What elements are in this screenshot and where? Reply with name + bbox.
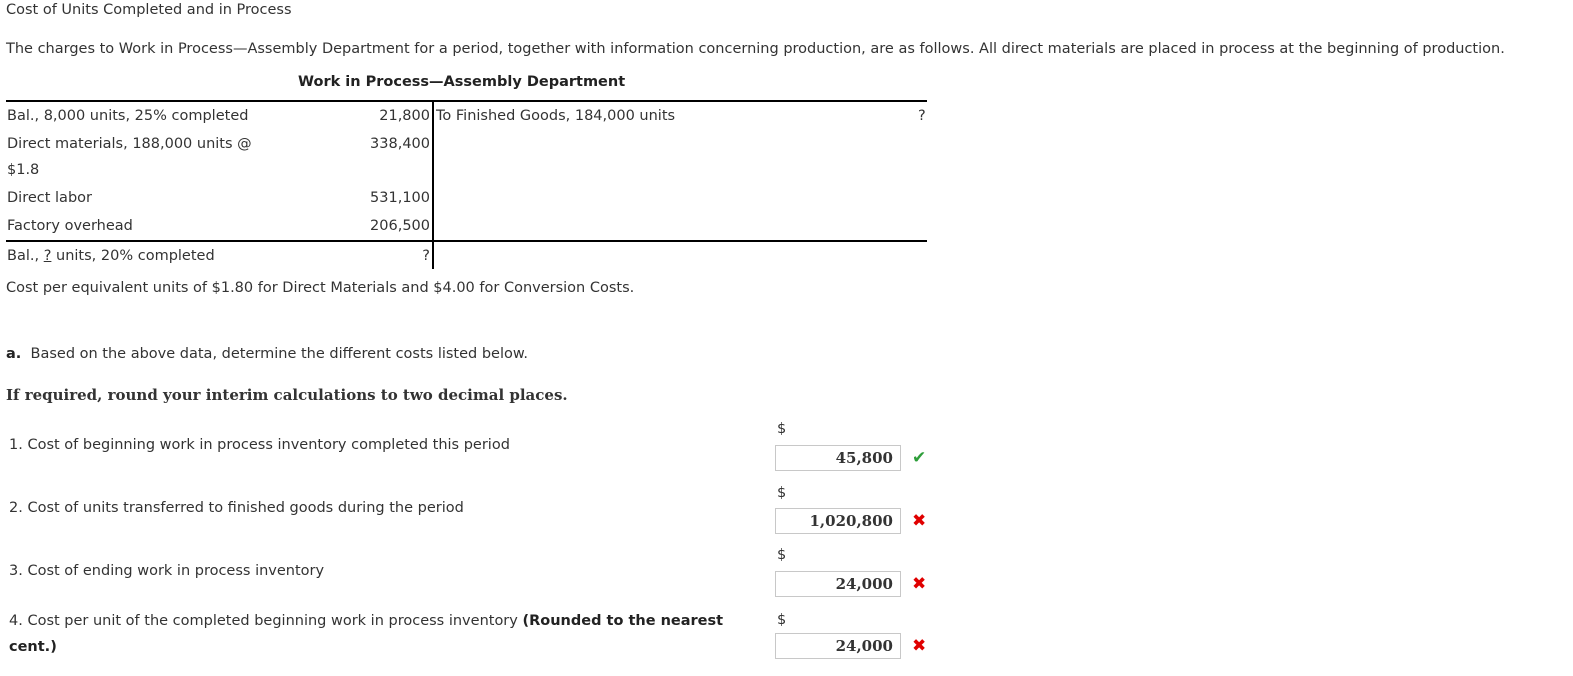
debit-beginning-balance-label: Bal., 8,000 units, 25% completed xyxy=(7,108,249,124)
part-a-letter: a. xyxy=(6,346,22,362)
debit-direct-labor-amount: 531,100 xyxy=(370,190,430,206)
rounding-note: If required, round your interim calculations to two decimal places. xyxy=(6,386,568,404)
question-2-label: 2. Cost of units transferred to finished goods during the period xyxy=(9,500,464,516)
question-1-currency: $ xyxy=(777,421,787,437)
page-title: Cost of Units Completed and in Process xyxy=(6,2,292,18)
question-3-label: 3. Cost of ending work in process inventory xyxy=(9,563,325,579)
debit-direct-labor-label: Direct labor xyxy=(7,190,92,206)
cross-icon: ✖ xyxy=(912,636,927,656)
part-a-text: Based on the above data, determine the different costs listed below. xyxy=(30,346,529,362)
debit-direct-materials-rate: $1.8 xyxy=(7,162,40,178)
debit-factory-overhead-amount: 206,500 xyxy=(370,218,430,234)
question-3-answer-input[interactable]: 24,000 xyxy=(775,571,901,597)
debit-factory-overhead-label: Factory overhead xyxy=(7,218,133,234)
question-4-label xyxy=(9,608,759,660)
cross-icon: ✖ xyxy=(912,511,927,531)
question-4-label-text: 4. Cost per unit of the completed beginning work in process inventory xyxy=(9,613,523,629)
question-2-currency: $ xyxy=(777,485,787,501)
question-3-currency: $ xyxy=(777,547,787,563)
cross-icon: ✖ xyxy=(912,574,927,594)
debit-direct-materials-amount: 338,400 xyxy=(370,136,430,152)
ending-balance-label xyxy=(7,248,215,264)
ending-balance-units: ? xyxy=(43,248,52,264)
question-2-answer-input[interactable]: 1,020,800 xyxy=(775,508,901,534)
question-4-answer-input[interactable]: 24,000 xyxy=(775,633,901,659)
question-1-label: 1. Cost of beginning work in process inventory completed this period xyxy=(9,437,510,453)
part-a-instruction xyxy=(6,346,528,362)
t-account-heading: Work in Process—Assembly Department xyxy=(298,74,626,90)
cost-per-equivalent-unit-text: Cost per equivalent units of $1.80 for Direct Materials and $4.00 for Conversion Costs. xyxy=(6,280,635,296)
question-4-label-bold: (Rounded to the nearest cent.) xyxy=(9,613,724,655)
t-account-top-rule xyxy=(6,100,927,102)
question-4-currency: $ xyxy=(777,612,787,628)
ending-balance-suffix: units, 20% completed xyxy=(51,248,215,264)
credit-finished-goods-label: To Finished Goods, 184,000 units xyxy=(436,108,676,124)
debit-direct-materials-label: Direct materials, 188,000 units @ xyxy=(7,136,252,152)
credit-finished-goods-amount: ? xyxy=(918,108,926,124)
ending-balance-prefix: Bal., xyxy=(7,248,44,264)
t-account-bottom-rule xyxy=(6,240,927,242)
debit-beginning-balance-amount: 21,800 xyxy=(379,108,430,124)
checkmark-icon: ✔ xyxy=(912,448,927,468)
intro-text: The charges to Work in Process—Assembly Department for a period, together with information concerning production, are as follows. All direct materials are placed in process at the beginning of production. xyxy=(6,41,1505,57)
t-account-divider xyxy=(432,101,434,269)
question-1-answer-input[interactable]: 45,800 xyxy=(775,445,901,471)
ending-balance-amount: ? xyxy=(422,248,430,264)
